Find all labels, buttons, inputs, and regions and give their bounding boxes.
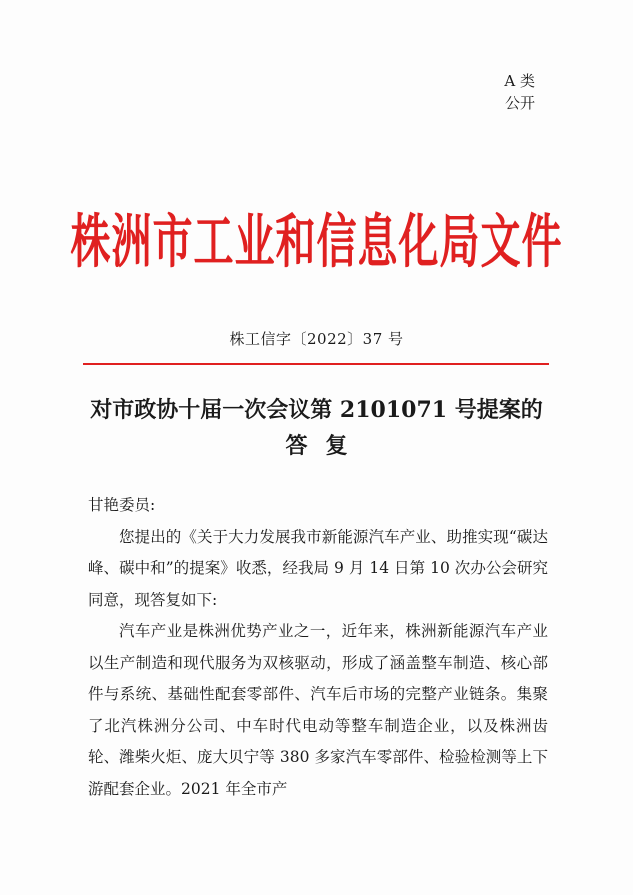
red-header-title: 株洲市工业和信息化局文件 — [70, 207, 563, 276]
red-divider-line — [83, 363, 549, 365]
document-title-line-2: 答复 — [285, 433, 366, 459]
classification-grade: A 类 — [504, 72, 535, 90]
document-title-line-1: 对市政协十届一次会议第 2101071 号提案的 — [90, 397, 543, 423]
classification-block — [504, 70, 535, 114]
body-paragraph: 您提出的《关于大力发展我市新能源汽车产业、助推实现“碳达峰、碳中和”的提案》收悉，经我局 9 月 14 日第 10 次办公会研究同意，现答复如下: — [88, 527, 548, 609]
salutation: 甘艳委员: — [88, 496, 156, 514]
classification-openness: 公开 — [504, 94, 535, 112]
body-paragraph: 汽车产业是株洲优势产业之一，近年来，株洲新能源汽车产业以生产制造和现代服务为双核驱动，形成了涵盖整车制造、核心部件与系统、基础性配套零部件、汽车后市场的完整产业链条。集聚了北汽株洲分公司、中车时代电动等整车制造企业，以及株洲齿轮、潍柴火炬、庞大贝宁等 380 多家汽车零部件、检验检测等上下游配套企业。2021 年全市产 — [88, 622, 548, 798]
document-body — [88, 490, 548, 805]
document-number: 株工信字〔2022〕37 号 — [229, 330, 404, 348]
document-title — [0, 392, 633, 464]
